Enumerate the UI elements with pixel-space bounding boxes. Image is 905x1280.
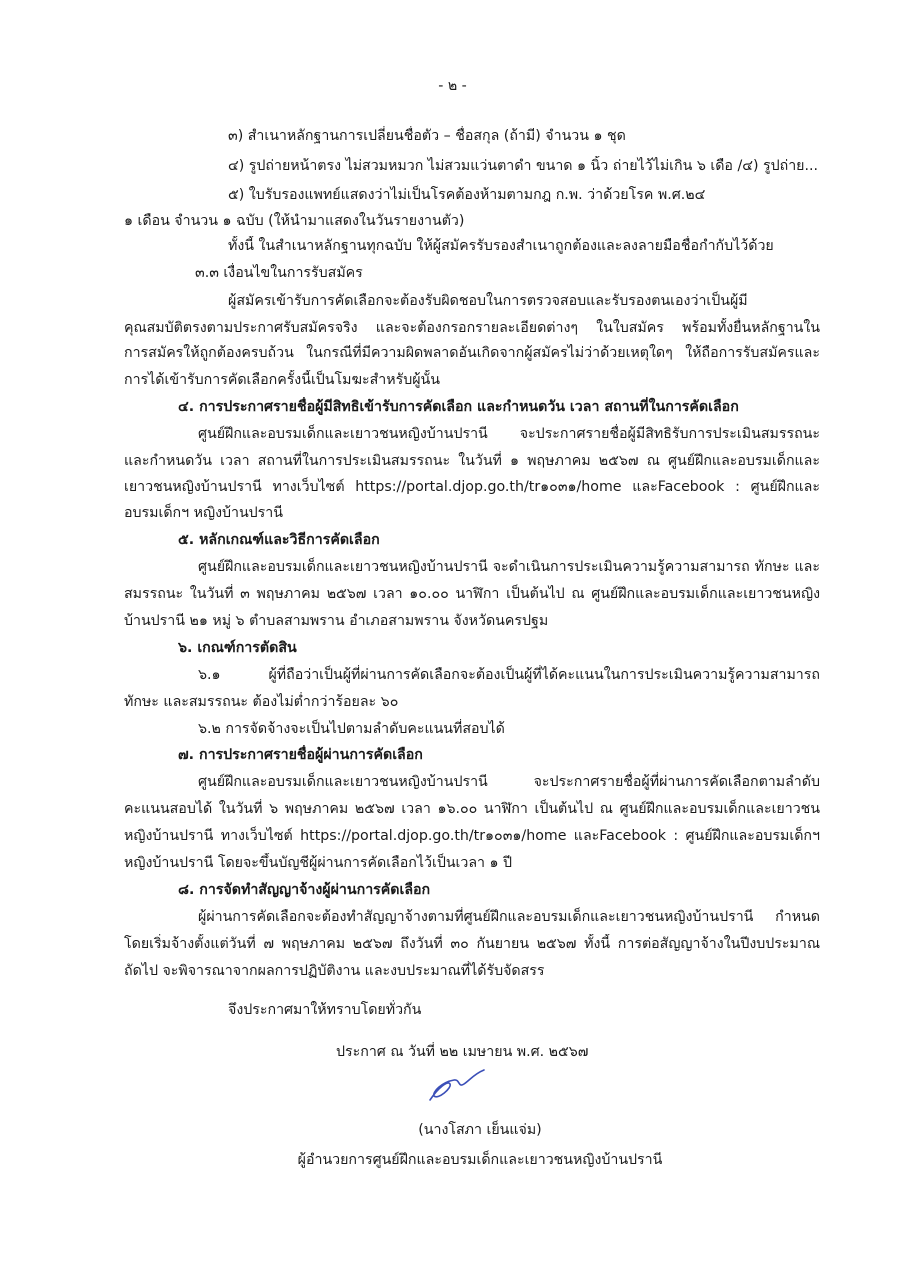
section-heading-3-3: ๓.๓ เงื่อนไขในการรับสมัคร [195, 265, 363, 281]
doc-line: คุณสมบัติตรงตามประกาศรับสมัครจริง และจะต้องกรอกรายละเอียดต่างๆ ในใบสมัคร พร้อมทั้งยื่นหลักฐานใน [124, 320, 820, 336]
doc-line: ๔) รูปถ่ายหน้าตรง ไม่สวมหมวก ไม่สวมแว่นตาดำ ขนาด ๑ นิ้ว ถ่ายไว้ไม่เกิน ๖ เดือ /๔) รูปถ่าย... [228, 158, 819, 174]
closing-line: จึงประกาศมาให้ทราบโดยทั่วกัน [228, 1002, 422, 1018]
doc-line: อบรมเด็กฯ หญิงบ้านปรานี [124, 505, 283, 521]
section-heading-4: ๔. การประกาศรายชื่อผู้มีสิทธิเข้ารับการคัดเลือก และกำหนดวัน เวลา สถานที่ในการคัดเลือก [178, 399, 739, 415]
section-heading-5: ๕. หลักเกณฑ์และวิธีการคัดเลือก [178, 532, 380, 548]
doc-line: ทักษะ และสมรรถนะ ต้องไม่ต่ำกว่าร้อยละ ๖๐ [124, 694, 399, 710]
doc-line: ทั้งนี้ ในสำเนาหลักฐานทุกฉบับ ให้ผู้สมัครรับรองสำเนาถูกต้องและลงลายมือชื่อกำกับไว้ด้วย [228, 238, 774, 254]
doc-line: ผู้สมัครเข้ารับการคัดเลือกจะต้องรับผิดชอบในการตรวจสอบและรับรองตนเองว่าเป็นผู้มี [228, 293, 748, 309]
doc-line: ศูนย์ฝึกและอบรมเด็กและเยาวชนหญิงบ้านปรานี จะประกาศรายชื่อผู้มีสิทธิรับการประเมินสมรรถนะ [198, 426, 820, 442]
section-heading-6: ๖. เกณฑ์การตัดสิน [178, 640, 297, 656]
signatory-position: ผู้อำนวยการศูนย์ฝึกและอบรมเด็กและเยาวชนหญิงบ้านปรานี [297, 1152, 663, 1168]
doc-line: ถัดไป จะพิจารณาจากผลการปฏิบัติงาน และงบประมาณที่ได้รับจัดสรร [124, 963, 545, 979]
doc-line: หญิงบ้านปรานี ทางเว็บไซต์ https://portal.djop.go.th/tr๑๐๓๑/home และFacebook : ศูนย์ฝึกและอบรมเด็กฯ [124, 828, 820, 844]
doc-line: ๓) สำเนาหลักฐานการเปลี่ยนชื่อตัว – ชื่อสกุล (ถ้ามี) จำนวน ๑ ชุด [228, 128, 626, 144]
doc-line: คะแนนสอบได้ ในวันที่ ๖ พฤษภาคม ๒๕๖๗ เวลา ๑๖.๐๐ นาฬิกา เป็นต้นไป ณ ศูนย์ฝึกและอบรมเด็กและเยาวชน [124, 801, 820, 817]
section-heading-7: ๗. การประกาศรายชื่อผู้ผ่านการคัดเลือก [178, 747, 423, 763]
doc-line: การสมัครให้ถูกต้องครบถ้วน ในกรณีที่มีความผิดพลาดอันเกิดจากผู้สมัครไม่ว่าด้วยเหตุใดๆ ให้ถือการรับสมัครและ [124, 345, 820, 361]
doc-line: ๖.๑ ผู้ที่ถือว่าเป็นผู้ที่ผ่านการคัดเลือกจะต้องเป็นผู้ที่ได้คะแนนในการประเมินความรู้ความสามารถ [198, 667, 820, 683]
doc-line: ๕) ใบรับรองแพทย์แสดงว่าไม่เป็นโรคต้องห้ามตามกฎ ก.พ. ว่าด้วยโรค พ.ศ.๒๔ [228, 187, 706, 203]
section-heading-8: ๘. การจัดทำสัญญาจ้างผู้ผ่านการคัดเลือก [178, 882, 431, 898]
doc-line: ผู้ผ่านการคัดเลือกจะต้องทำสัญญาจ้างตามที่ศูนย์ฝึกและอบรมเด็กและเยาวชนหญิงบ้านปรานี กำหนด [198, 909, 820, 925]
doc-line: ๖.๒ การจัดจ้างจะเป็นไปตามลำดับคะแนนที่สอบได้ [198, 721, 505, 737]
page-number: - ๒ - [438, 78, 467, 94]
signature [420, 1060, 490, 1110]
doc-line: การได้เข้ารับการคัดเลือกครั้งนี้เป็นโมฆะสำหรับผู้นั้น [124, 372, 440, 388]
doc-line: ศูนย์ฝึกและอบรมเด็กและเยาวชนหญิงบ้านปรานี จะดำเนินการประเมินความรู้ความสามารถ ทักษะ และ [198, 559, 820, 575]
doc-line: และกำหนดวัน เวลา สถานที่ในการประเมินสมรรถนะ ในวันที่ ๑ พฤษภาคม ๒๕๖๗ ณ ศูนย์ฝึกและอบรมเด็กและ [124, 453, 820, 469]
announcement-date: ประกาศ ณ วันที่ ๒๒ เมษายน พ.ศ. ๒๕๖๗ [336, 1044, 589, 1060]
doc-line: ๑ เดือน จำนวน ๑ ฉบับ (ให้นำมาแสดงในวันรายงานตัว) [124, 213, 465, 229]
doc-line: หญิงบ้านปรานี โดยจะขึ้นบัญชีผู้ผ่านการคัดเลือกไว้เป็นเวลา ๑ ปี [124, 855, 513, 871]
doc-line: สมรรถนะ ในวันที่ ๓ พฤษภาคม ๒๕๖๗ เวลา ๑๐.๐๐ นาฬิกา เป็นต้นไป ณ ศูนย์ฝึกและอบรมเด็กและเยาวชนหญิง [124, 586, 820, 602]
signatory-name: (นางโสภา เย็นแจ่ม) [418, 1122, 542, 1138]
doc-line: ศูนย์ฝึกและอบรมเด็กและเยาวชนหญิงบ้านปรานี จะประกาศรายชื่อผู้ที่ผ่านการคัดเลือกตามลำดับ [198, 774, 820, 790]
doc-line: เยาวชนหญิงบ้านปรานี ทางเว็บไซต์ https://portal.djop.go.th/tr๑๐๓๑/home และFacebook : ศูนย์ฝึกและ [124, 479, 820, 495]
doc-line: บ้านปรานี ๒๑ หมู่ ๖ ตำบลสามพราน อำเภอสามพราน จังหวัดนครปฐม [124, 613, 549, 629]
doc-line: โดยเริ่มจ้างตั้งแต่วันที่ ๗ พฤษภาคม ๒๕๖๗ ถึงวันที่ ๓๐ กันยายน ๒๕๖๗ ทั้งนี้ การต่อสัญญาจ้างในปีงบประมาณ [124, 936, 820, 952]
